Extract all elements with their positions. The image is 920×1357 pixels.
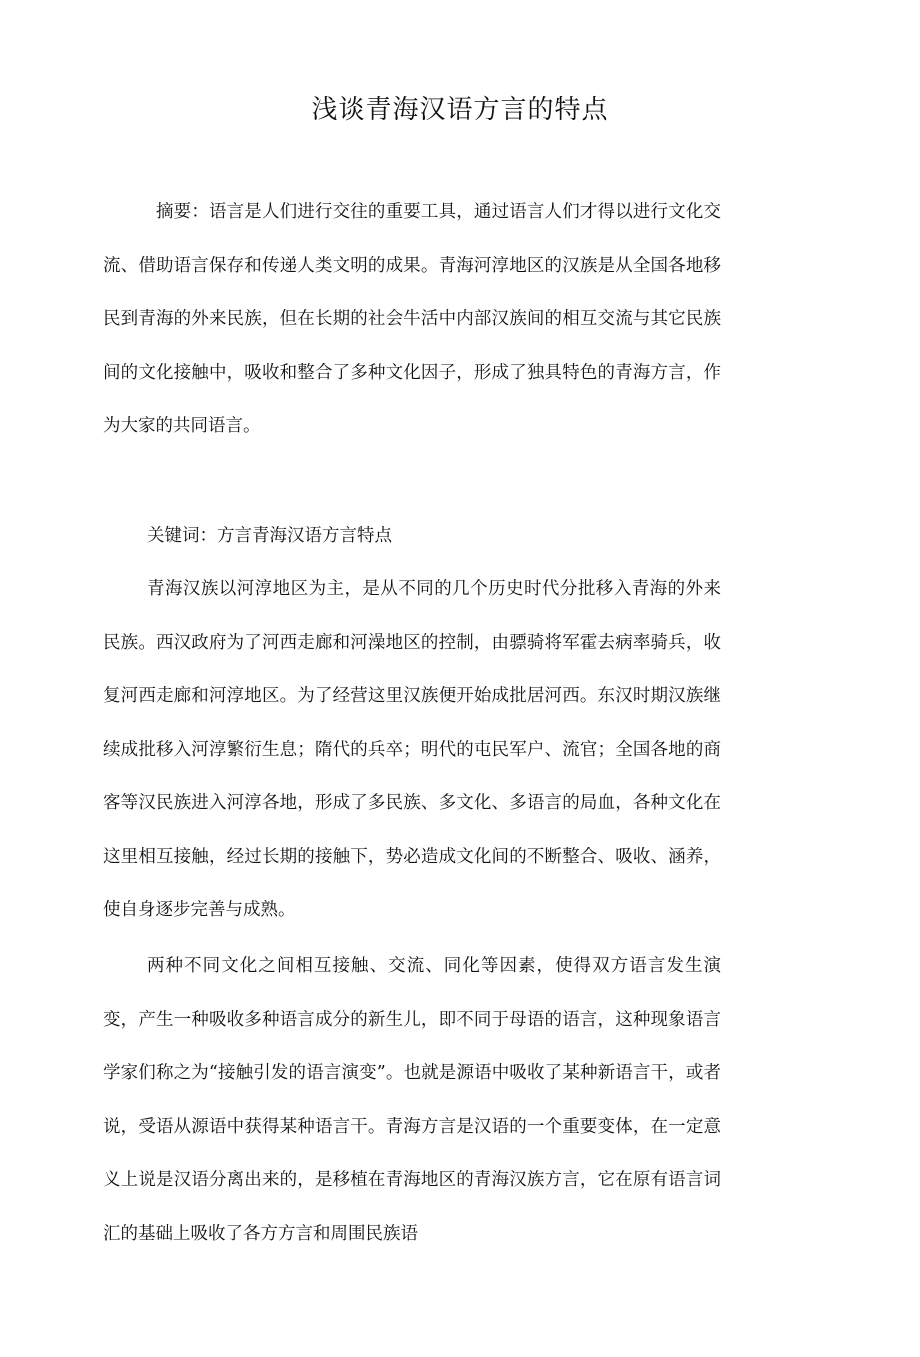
body-paragraph-1: 青海汉族以河淳地区为主，是从不同的几个历史时代分批移入青海的外来民族。西汉政府为了河西走廊和河澡地区的控制，由骠骑将军霍去病率骑兵，收复河西走廊和河淳地区。为了经营这里汉族便开始成批居河西。东汉时期汉族继续成批移入河淳繁衍生息；隋代的兵卒；明代的屯民军户、流官；全国各地的商客等汉民族进入河淳各地，形成了多民族、多文化、多语言的局血，各种文化在这里相互接触，经过长期的接触下，势必造成文化间的不断整合、吸收、涵养，使自身逐步完善与成熟。 [103, 579, 721, 920]
abstract-paragraph: 摘要：语言是人们进行交往的重要工具，通过语言人们才得以进行文化交流、借助语言保存和传递人类文明的成果。青海河淳地区的汉族是从全国各地移民到青海的外来民族，但在长期的社会牛活中内部汉族间的相互交流与其它民族间的文化接触中，吸收和整合了多种文化因子，形成了独具特色的青海方言，作为大家的共同语言。 [103, 202, 721, 436]
body-paragraph-2: 两种不同文化之间相互接触、交流、同化等因素，使得双方语言发生演变，产生一种吸收多种语言成分的新生儿，即不同于母语的语言，这种现象语言学家们称之为“接触引发的语言演变”。也就是源语中吸收了某种新语言干，或者说，受语从源语中获得某种语言干。青海方言是汉语的一个重要变体，在一定意义上说是汉语分离出来的，是移植在青海地区的青海汉族方言，它在原有语言词汇的基础上吸收了各方方言和周围民族语 [103, 956, 721, 1244]
keywords-line: 关键词：方言青海汉语方言特点 [147, 526, 392, 546]
document-title: 浅谈青海汉语方言的特点 [311, 95, 609, 125]
